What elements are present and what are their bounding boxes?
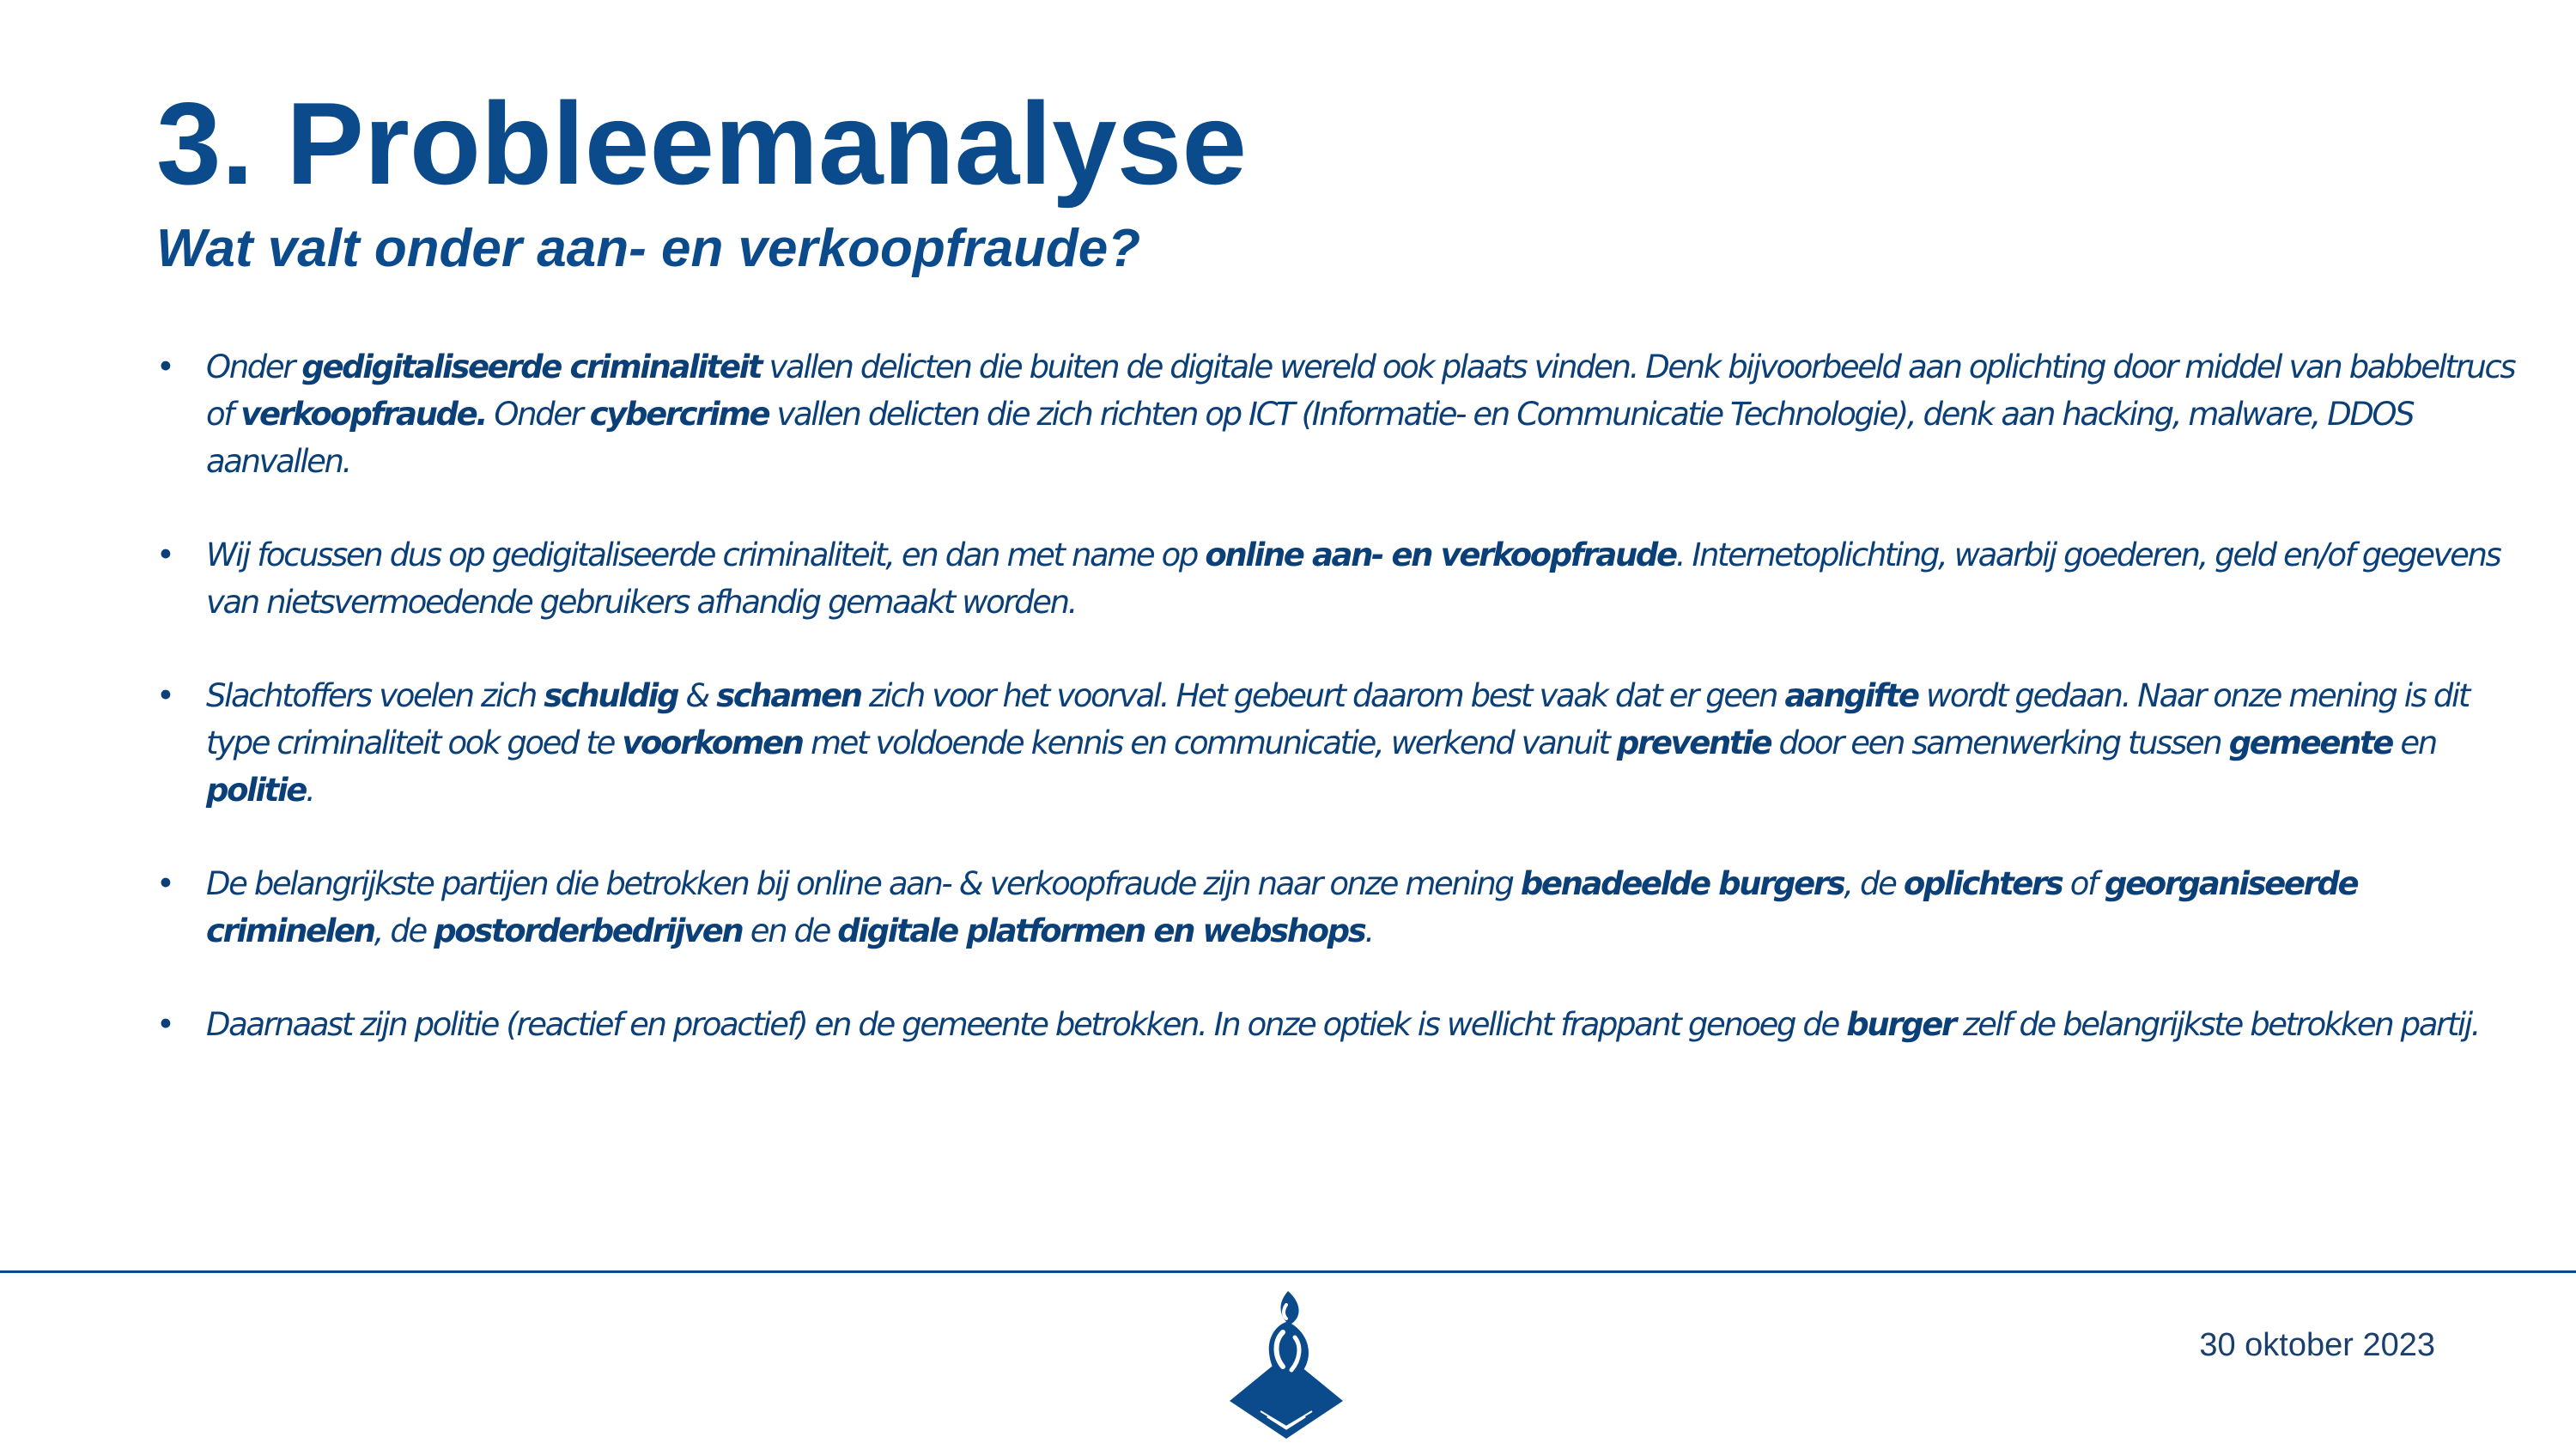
bullet-emphasis: politie bbox=[206, 772, 306, 809]
bullet-text: zich voor het voorval. Het gebeurt daarom best vaak dat er geen bbox=[860, 677, 1785, 714]
bullet-text: Slachtoffers voelen zich bbox=[206, 677, 544, 714]
bullet-text: door een samenwerking tussen bbox=[1771, 724, 2229, 761]
bullet-text: & bbox=[677, 677, 717, 714]
bullet-emphasis: schuldig bbox=[544, 677, 678, 714]
bullet-text: . bbox=[1364, 912, 1373, 949]
slide-subtitle: Wat valt onder aan- en verkoopfraude? bbox=[156, 219, 1141, 278]
footer-divider bbox=[0, 1270, 2576, 1273]
slide-title: 3. Probleemanalyse bbox=[156, 78, 1248, 209]
bullet-marker: • bbox=[156, 677, 173, 714]
bullet-emphasis: verkoopfraude. bbox=[240, 396, 486, 433]
bullet-emphasis: burger bbox=[1846, 1006, 1955, 1043]
bullet-text: vallen delicten die zich richten op ICT (Informatie- en Communicatie Technologie), denk aan hacking, malware, DDOS aanvallen. bbox=[206, 396, 2414, 480]
bullet-emphasis: postorderbedrijven bbox=[434, 912, 743, 949]
bullet-text: , de bbox=[1844, 865, 1904, 902]
bullet-text: , de bbox=[374, 912, 434, 949]
police-flame-logo-icon bbox=[1226, 1288, 1346, 1440]
bullet-marker: • bbox=[156, 865, 173, 902]
bullet-marker: • bbox=[156, 349, 173, 385]
bullet-item bbox=[156, 531, 2526, 626]
bullet-text: wordt gedaan. Naar onze mening is dit type criminaliteit ook goed te bbox=[206, 677, 2469, 761]
bullet-text: . bbox=[305, 772, 314, 809]
footer-date: 30 oktober 2023 bbox=[2199, 1327, 2435, 1363]
bullet-emphasis: benadeelde burgers bbox=[1520, 865, 1844, 902]
bullet-list bbox=[156, 343, 2526, 1094]
bullet-emphasis: gemeente bbox=[2228, 724, 2392, 761]
bullet-item bbox=[156, 860, 2526, 955]
bullet-emphasis: schamen bbox=[716, 677, 861, 714]
bullet-emphasis: online aan- en verkoopfraude bbox=[1205, 537, 1676, 573]
bullet-text: Onder bbox=[206, 349, 302, 385]
bullet-emphasis: georganiseerde criminelen bbox=[206, 865, 2358, 949]
bullet-text: Onder bbox=[486, 396, 590, 433]
bullet-emphasis: preventie bbox=[1616, 724, 1771, 761]
bullet-text: . Internetoplichting, waarbij goederen, geld en/of gegevens van nietsvermoedende gebruikers afhandig gemaakt worden. bbox=[206, 537, 2500, 621]
bullet-text: vallen delicten die buiten de digitale wereld ook plaats vinden. Denk bijvoorbeeld aan oplichting door middel van babbeltrucs of bbox=[206, 349, 2515, 433]
bullet-marker: • bbox=[156, 537, 173, 573]
bullet-item bbox=[156, 1001, 2526, 1048]
bullet-emphasis: gedigitaliseerde criminaliteit bbox=[301, 349, 762, 385]
bullet-emphasis: aangifte bbox=[1784, 677, 1918, 714]
bullet-text: Daarnaast zijn politie (reactief en proactief) en de gemeente betrokken. In onze optiek is wellicht frappant genoeg de bbox=[206, 1006, 1847, 1043]
bullet-emphasis: oplichters bbox=[1903, 865, 2063, 902]
bullet-text: zelf de belangrijkste betrokken partij. bbox=[1954, 1006, 2480, 1043]
bullet-text: De belangrijkste partijen die betrokken bij online aan- & verkoopfraude zijn naar onze mening bbox=[206, 865, 1521, 902]
bullet-text: en de bbox=[742, 912, 838, 949]
bullet-text: Wij focussen dus op gedigitaliseerde criminaliteit, en dan met name op bbox=[206, 537, 1206, 573]
bullet-item bbox=[156, 672, 2526, 814]
bullet-text: met voldoende kennis en communicatie, werkend vanuit bbox=[802, 724, 1617, 761]
bullet-emphasis: cybercrime bbox=[589, 396, 769, 433]
bullet-text: en bbox=[2391, 724, 2436, 761]
bullet-marker: • bbox=[156, 1006, 173, 1043]
bullet-emphasis: digitale platformen en webshops bbox=[837, 912, 1365, 949]
bullet-text: of bbox=[2062, 865, 2105, 902]
bullet-item bbox=[156, 343, 2526, 485]
bullet-emphasis: voorkomen bbox=[622, 724, 803, 761]
